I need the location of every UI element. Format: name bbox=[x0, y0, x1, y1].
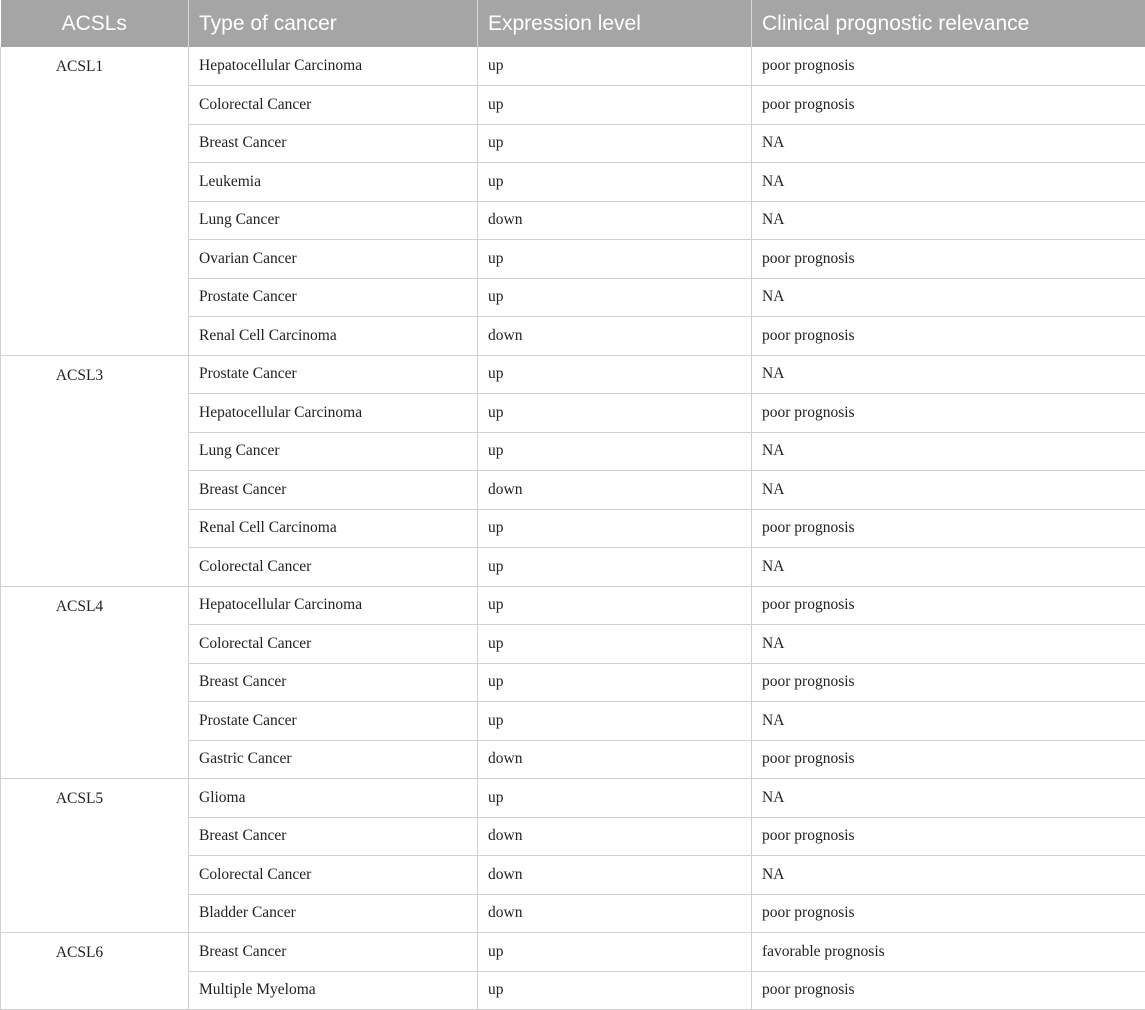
prognosis-cell: NA bbox=[752, 124, 1145, 163]
prognosis-cell: NA bbox=[752, 625, 1145, 664]
expression-level-cell: up bbox=[478, 971, 752, 1010]
prognosis-cell: NA bbox=[752, 471, 1145, 510]
acsl-group-cell: ACSL4 bbox=[1, 586, 189, 779]
cancer-type-cell: Breast Cancer bbox=[189, 663, 478, 702]
cancer-type-cell: Colorectal Cancer bbox=[189, 548, 478, 587]
expression-level-cell: up bbox=[478, 663, 752, 702]
table-header bbox=[1, 0, 1145, 47]
table-row bbox=[1, 933, 1145, 972]
cancer-type-cell: Prostate Cancer bbox=[189, 702, 478, 741]
prognosis-cell: poor prognosis bbox=[752, 317, 1145, 356]
expression-level-cell: up bbox=[478, 86, 752, 125]
cancer-type-cell: Bladder Cancer bbox=[189, 894, 478, 933]
cancer-type-cell: Hepatocellular Carcinoma bbox=[189, 47, 478, 86]
cancer-type-cell: Colorectal Cancer bbox=[189, 856, 478, 895]
prognosis-cell: NA bbox=[752, 355, 1145, 394]
header-prognostic-relevance: Clinical prognostic relevance bbox=[752, 0, 1145, 47]
expression-level-cell: up bbox=[478, 163, 752, 202]
cancer-type-cell: Glioma bbox=[189, 779, 478, 818]
prognosis-cell: poor prognosis bbox=[752, 894, 1145, 933]
cancer-type-cell: Prostate Cancer bbox=[189, 355, 478, 394]
cancer-type-cell: Lung Cancer bbox=[189, 201, 478, 240]
acsl-group-cell: ACSL6 bbox=[1, 933, 189, 1010]
cancer-type-cell: Prostate Cancer bbox=[189, 278, 478, 317]
prognosis-cell: poor prognosis bbox=[752, 240, 1145, 279]
cancer-type-cell: Renal Cell Carcinoma bbox=[189, 509, 478, 548]
prognosis-cell: poor prognosis bbox=[752, 394, 1145, 433]
expression-level-cell: up bbox=[478, 278, 752, 317]
cancer-type-cell: Hepatocellular Carcinoma bbox=[189, 586, 478, 625]
prognosis-cell: poor prognosis bbox=[752, 509, 1145, 548]
acsl-group-cell: ACSL3 bbox=[1, 355, 189, 586]
prognosis-cell: NA bbox=[752, 201, 1145, 240]
prognosis-cell: poor prognosis bbox=[752, 817, 1145, 856]
expression-level-cell: up bbox=[478, 394, 752, 433]
prognosis-cell: NA bbox=[752, 548, 1145, 587]
prognosis-cell: poor prognosis bbox=[752, 740, 1145, 779]
prognosis-cell: NA bbox=[752, 702, 1145, 741]
table-row bbox=[1, 355, 1145, 394]
table-row bbox=[1, 779, 1145, 818]
cancer-type-cell: Lung Cancer bbox=[189, 432, 478, 471]
prognosis-cell: poor prognosis bbox=[752, 971, 1145, 1010]
expression-level-cell: down bbox=[478, 201, 752, 240]
prognosis-cell: NA bbox=[752, 432, 1145, 471]
acsl-group-cell: ACSL5 bbox=[1, 779, 189, 933]
expression-level-cell: up bbox=[478, 47, 752, 86]
prognosis-cell: NA bbox=[752, 278, 1145, 317]
expression-level-cell: down bbox=[478, 317, 752, 356]
cancer-type-cell: Breast Cancer bbox=[189, 933, 478, 972]
cancer-type-cell: Breast Cancer bbox=[189, 124, 478, 163]
prognosis-cell: poor prognosis bbox=[752, 586, 1145, 625]
prognosis-cell: poor prognosis bbox=[752, 47, 1145, 86]
cancer-type-cell: Leukemia bbox=[189, 163, 478, 202]
expression-level-cell: down bbox=[478, 471, 752, 510]
expression-level-cell: up bbox=[478, 432, 752, 471]
expression-level-cell: up bbox=[478, 625, 752, 664]
expression-level-cell: down bbox=[478, 894, 752, 933]
cancer-type-cell: Breast Cancer bbox=[189, 817, 478, 856]
acsl-group-cell: ACSL1 bbox=[1, 47, 189, 355]
expression-level-cell: down bbox=[478, 740, 752, 779]
prognosis-cell: NA bbox=[752, 163, 1145, 202]
prognosis-cell: poor prognosis bbox=[752, 663, 1145, 702]
cancer-type-cell: Colorectal Cancer bbox=[189, 86, 478, 125]
expression-level-cell: up bbox=[478, 240, 752, 279]
prognosis-cell: NA bbox=[752, 856, 1145, 895]
table-row bbox=[1, 47, 1145, 86]
expression-level-cell: down bbox=[478, 817, 752, 856]
expression-level-cell: down bbox=[478, 856, 752, 895]
cancer-type-cell: Colorectal Cancer bbox=[189, 625, 478, 664]
cancer-type-cell: Ovarian Cancer bbox=[189, 240, 478, 279]
expression-level-cell: up bbox=[478, 548, 752, 587]
header-expression-level: Expression level bbox=[478, 0, 752, 47]
expression-level-cell: up bbox=[478, 586, 752, 625]
expression-level-cell: up bbox=[478, 779, 752, 818]
cancer-type-cell: Renal Cell Carcinoma bbox=[189, 317, 478, 356]
expression-level-cell: up bbox=[478, 702, 752, 741]
table-row bbox=[1, 586, 1145, 625]
expression-level-cell: up bbox=[478, 124, 752, 163]
prognosis-cell: NA bbox=[752, 779, 1145, 818]
prognosis-cell: favorable prognosis bbox=[752, 933, 1145, 972]
cancer-type-cell: Gastric Cancer bbox=[189, 740, 478, 779]
header-row bbox=[1, 0, 1145, 47]
expression-level-cell: up bbox=[478, 355, 752, 394]
expression-level-cell: up bbox=[478, 509, 752, 548]
expression-level-cell: up bbox=[478, 933, 752, 972]
header-cancer-type: Type of cancer bbox=[189, 0, 478, 47]
table-body bbox=[1, 47, 1145, 1010]
header-acsls: ACSLs bbox=[1, 0, 189, 47]
cancer-type-cell: Hepatocellular Carcinoma bbox=[189, 394, 478, 433]
prognosis-cell: poor prognosis bbox=[752, 86, 1145, 125]
cancer-type-cell: Breast Cancer bbox=[189, 471, 478, 510]
cancer-type-cell: Multiple Myeloma bbox=[189, 971, 478, 1010]
